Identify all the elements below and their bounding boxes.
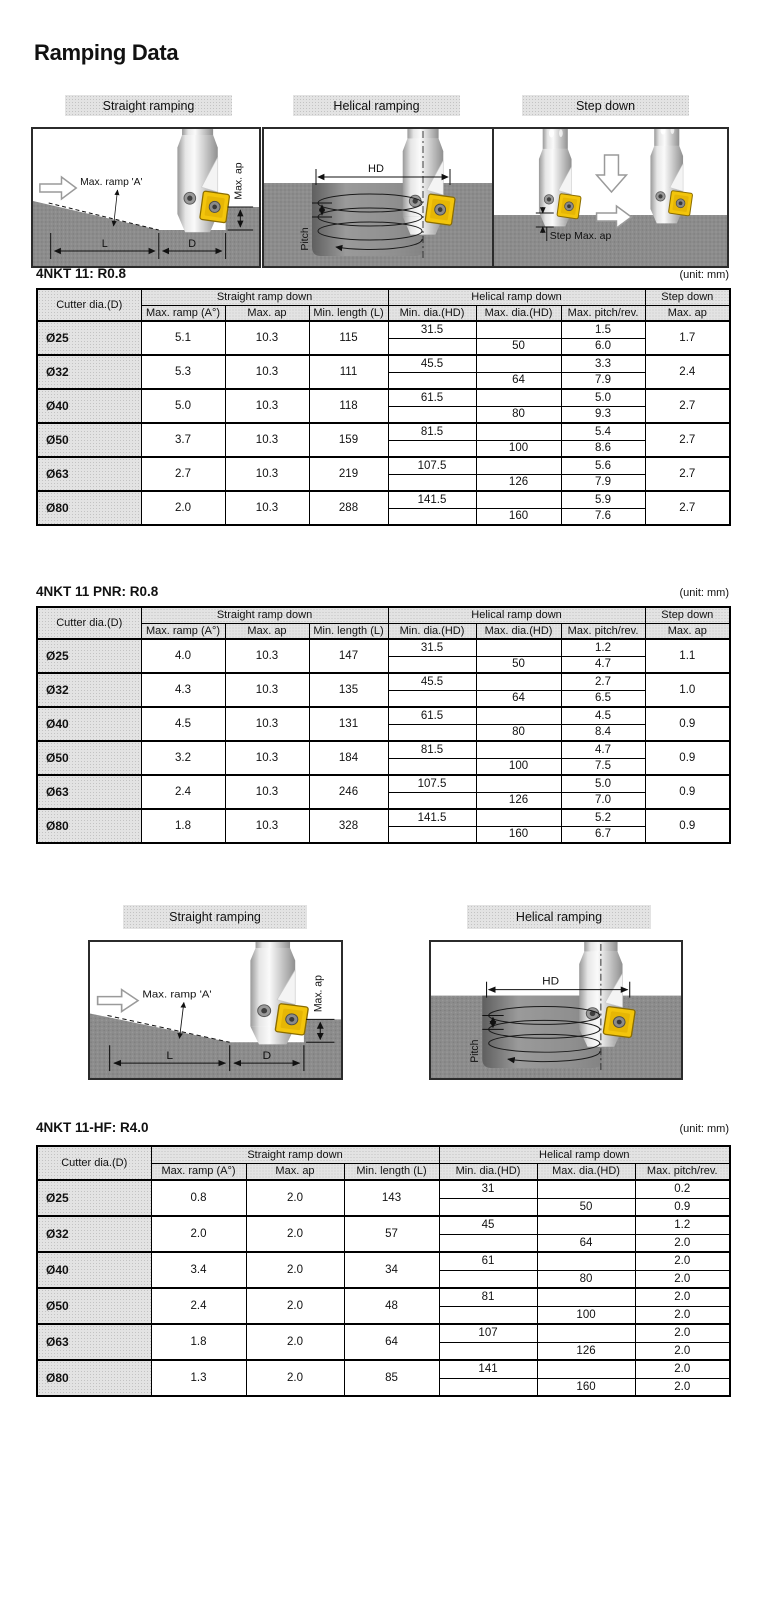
cutter-dia-cell: Ø40 — [37, 389, 141, 423]
helical-ramping-diagram — [262, 127, 500, 268]
diagram-label-text: Straight ramping — [169, 910, 261, 924]
empty-cell — [476, 707, 561, 724]
max-dia-cell: 80 — [537, 1270, 635, 1288]
min-dia-cell: 141.5 — [388, 491, 476, 508]
table-row — [37, 775, 730, 792]
empty-cell — [439, 1378, 537, 1396]
max-ramp-cell: 5.1 — [141, 321, 225, 355]
min-dia-cell: 31.5 — [388, 639, 476, 656]
diagram-label-text: Helical ramping — [333, 98, 420, 113]
max-ap-cell: 10.3 — [225, 355, 309, 389]
ramping-table-4nkt11-hf — [36, 1145, 731, 1397]
table-row — [37, 355, 730, 372]
max-ramp-cell: 2.4 — [151, 1288, 246, 1324]
pitch-cell: 1.2 — [635, 1216, 730, 1234]
step-ap-cell: 2.7 — [645, 457, 730, 491]
empty-cell — [439, 1270, 537, 1288]
max-ap-cell: 10.3 — [225, 423, 309, 457]
max-ramp-cell: 1.3 — [151, 1360, 246, 1396]
cutter-dia-cell: Ø25 — [37, 321, 141, 355]
empty-cell — [476, 457, 561, 474]
min-dia-cell: 141 — [439, 1360, 537, 1378]
label-max-ap: Max. ap — [311, 975, 325, 1013]
label-hd: HD — [368, 163, 384, 175]
step-ap-cell: 1.7 — [645, 321, 730, 355]
empty-cell — [476, 389, 561, 406]
col-header-step-max-ap: Max. ap — [645, 305, 730, 321]
label-hd: HD — [542, 976, 560, 988]
min-length-cell: 184 — [309, 741, 388, 775]
col-group-straight: Straight ramp down — [141, 289, 388, 305]
cutter-dia-cell: Ø25 — [37, 639, 141, 673]
label-max-ap: Max. ap — [233, 162, 245, 200]
max-dia-cell: 64 — [476, 690, 561, 707]
max-ramp-cell: 5.3 — [141, 355, 225, 389]
table-row — [37, 1216, 730, 1234]
table-row — [37, 491, 730, 508]
min-length-cell: 143 — [344, 1180, 439, 1216]
step-ap-cell: 0.9 — [645, 707, 730, 741]
min-dia-cell: 61.5 — [388, 707, 476, 724]
diagram-label-text: Helical ramping — [515, 910, 603, 924]
step-ap-cell: 2.7 — [645, 389, 730, 423]
empty-cell — [439, 1234, 537, 1252]
max-ramp-cell: 3.7 — [141, 423, 225, 457]
col-header-min-length: Min. length (L) — [309, 623, 388, 639]
max-ramp-cell: 4.3 — [141, 673, 225, 707]
cutter-dia-cell: Ø63 — [37, 457, 141, 491]
min-dia-cell: 61.5 — [388, 389, 476, 406]
pitch-cell: 7.6 — [561, 508, 645, 525]
max-ap-cell: 10.3 — [225, 639, 309, 673]
empty-cell — [537, 1288, 635, 1306]
min-length-cell: 288 — [309, 491, 388, 525]
step-ap-cell: 0.9 — [645, 775, 730, 809]
straight-ramping-diagram-hf — [88, 940, 343, 1080]
min-dia-cell: 45.5 — [388, 673, 476, 690]
min-dia-cell: 61 — [439, 1252, 537, 1270]
min-length-cell: 48 — [344, 1288, 439, 1324]
diagram-label-text: Straight ramping — [102, 98, 195, 113]
empty-cell — [388, 656, 476, 673]
pitch-cell: 2.0 — [635, 1234, 730, 1252]
label-D: D — [262, 1050, 272, 1062]
step-ap-cell: 2.4 — [645, 355, 730, 389]
table-3-header-row — [36, 1120, 729, 1135]
max-ramp-cell: 4.0 — [141, 639, 225, 673]
empty-cell — [537, 1252, 635, 1270]
cutter-dia-cell: Ø80 — [37, 491, 141, 525]
pitch-cell: 6.5 — [561, 690, 645, 707]
min-length-cell: 135 — [309, 673, 388, 707]
max-ap-cell: 2.0 — [246, 1180, 344, 1216]
max-ap-cell: 2.0 — [246, 1252, 344, 1288]
col-header-cutter-dia: Cutter dia.(D) — [37, 1146, 151, 1180]
col-group-helical: Helical ramp down — [388, 607, 645, 623]
max-ramp-cell: 1.8 — [151, 1324, 246, 1360]
empty-cell — [476, 355, 561, 372]
empty-cell — [388, 440, 476, 457]
max-ramp-cell: 2.0 — [141, 491, 225, 525]
max-ap-cell: 10.3 — [225, 707, 309, 741]
max-dia-cell: 50 — [476, 656, 561, 673]
col-header-min-dia: Min. dia.(HD) — [388, 623, 476, 639]
max-ap-cell: 2.0 — [246, 1216, 344, 1252]
pitch-cell: 5.4 — [561, 423, 645, 440]
empty-cell — [476, 639, 561, 656]
empty-cell — [476, 809, 561, 826]
min-dia-cell: 141.5 — [388, 809, 476, 826]
max-dia-cell: 126 — [537, 1342, 635, 1360]
empty-cell — [388, 406, 476, 423]
min-dia-cell: 31 — [439, 1180, 537, 1198]
pitch-cell: 7.9 — [561, 372, 645, 389]
diagram-label-straight — [65, 95, 232, 116]
table-row — [37, 639, 730, 656]
cutter-dia-cell: Ø25 — [37, 1180, 151, 1216]
max-dia-cell: 160 — [537, 1378, 635, 1396]
table-row — [37, 741, 730, 758]
max-dia-cell: 126 — [476, 474, 561, 491]
empty-cell — [476, 491, 561, 508]
cutter-dia-cell: Ø80 — [37, 1360, 151, 1396]
pitch-cell: 8.6 — [561, 440, 645, 457]
cutter-dia-cell: Ø50 — [37, 1288, 151, 1324]
table-3-title: 4NKT 11-HF: R4.0 — [36, 1120, 149, 1135]
col-group-straight: Straight ramp down — [151, 1146, 439, 1163]
max-ap-cell: 10.3 — [225, 389, 309, 423]
empty-cell — [388, 508, 476, 525]
max-ap-cell: 10.3 — [225, 775, 309, 809]
min-length-cell: 147 — [309, 639, 388, 673]
diagram-label-helical-mid — [467, 905, 651, 929]
label-max-ramp: Max. ramp 'A' — [142, 989, 212, 1001]
min-length-cell: 118 — [309, 389, 388, 423]
cutter-dia-cell: Ø32 — [37, 673, 141, 707]
label-pitch: Pitch — [299, 227, 311, 251]
label-step-max-ap: Step Max. ap — [549, 230, 612, 243]
min-length-cell: 85 — [344, 1360, 439, 1396]
max-ramp-cell: 2.0 — [151, 1216, 246, 1252]
max-ramp-cell: 3.2 — [141, 741, 225, 775]
cutter-dia-cell: Ø63 — [37, 775, 141, 809]
ramping-table-4nkt11-pnr — [36, 606, 731, 844]
table-row — [37, 389, 730, 406]
empty-cell — [537, 1324, 635, 1342]
min-length-cell: 111 — [309, 355, 388, 389]
pitch-cell: 4.7 — [561, 741, 645, 758]
pitch-cell: 0.2 — [635, 1180, 730, 1198]
table-1-title: 4NKT 11: R0.8 — [36, 266, 127, 281]
min-length-cell: 131 — [309, 707, 388, 741]
empty-cell — [476, 423, 561, 440]
max-dia-cell: 64 — [476, 372, 561, 389]
cutter-dia-cell: Ø32 — [37, 1216, 151, 1252]
min-length-cell: 34 — [344, 1252, 439, 1288]
table-row — [37, 1252, 730, 1270]
table-row — [37, 809, 730, 826]
pitch-cell: 2.0 — [635, 1342, 730, 1360]
pitch-cell: 2.7 — [561, 673, 645, 690]
empty-cell — [476, 321, 561, 338]
diagram-label-helical — [293, 95, 460, 116]
max-ap-cell: 2.0 — [246, 1288, 344, 1324]
pitch-cell: 7.5 — [561, 758, 645, 775]
col-header-min-length: Min. length (L) — [344, 1163, 439, 1180]
col-header-min-dia: Min. dia.(HD) — [439, 1163, 537, 1180]
table-1-header-row — [36, 266, 729, 281]
step-ap-cell: 2.7 — [645, 423, 730, 457]
max-ramp-cell: 4.5 — [141, 707, 225, 741]
pitch-cell: 8.4 — [561, 724, 645, 741]
empty-cell — [388, 338, 476, 355]
max-ap-cell: 2.0 — [246, 1360, 344, 1396]
table-row — [37, 1324, 730, 1342]
table-2-header-row — [36, 584, 729, 599]
table-row — [37, 1288, 730, 1306]
col-header-step-max-ap: Max. ap — [645, 623, 730, 639]
pitch-cell: 7.9 — [561, 474, 645, 491]
empty-cell — [476, 673, 561, 690]
pitch-cell: 2.0 — [635, 1270, 730, 1288]
table-2-title: 4NKT 11 PNR: R0.8 — [36, 584, 159, 599]
pitch-cell: 3.3 — [561, 355, 645, 372]
table-row — [37, 1360, 730, 1378]
table-row — [37, 707, 730, 724]
step-down-diagram — [492, 127, 729, 268]
cutter-dia-cell: Ø50 — [37, 423, 141, 457]
page-title: Ramping Data — [34, 40, 179, 65]
cutter-dia-cell: Ø63 — [37, 1324, 151, 1360]
max-ap-cell: 10.3 — [225, 321, 309, 355]
cutter-dia-cell: Ø40 — [37, 1252, 151, 1288]
pitch-cell: 6.0 — [561, 338, 645, 355]
col-header-max-ramp: Max. ramp (A°) — [151, 1163, 246, 1180]
empty-cell — [537, 1360, 635, 1378]
pitch-cell: 1.5 — [561, 321, 645, 338]
col-header-max-dia: Max. dia.(HD) — [476, 305, 561, 321]
col-group-straight: Straight ramp down — [141, 607, 388, 623]
max-ramp-cell: 3.4 — [151, 1252, 246, 1288]
max-ramp-cell: 1.8 — [141, 809, 225, 843]
col-header-max-ap: Max. ap — [225, 623, 309, 639]
helical-ramping-diagram-hf — [429, 940, 683, 1080]
cutter-dia-cell: Ø40 — [37, 707, 141, 741]
empty-cell — [388, 474, 476, 491]
pitch-cell: 4.5 — [561, 707, 645, 724]
label-L: L — [166, 1050, 174, 1062]
pitch-cell: 2.0 — [635, 1360, 730, 1378]
pitch-cell: 5.6 — [561, 457, 645, 474]
table-2-unit: (unit: mm) — [679, 587, 729, 599]
pitch-cell: 6.7 — [561, 826, 645, 843]
col-header-max-pitch: Max. pitch/rev. — [561, 623, 645, 639]
max-dia-cell: 64 — [537, 1234, 635, 1252]
empty-cell — [388, 792, 476, 809]
step-ap-cell: 0.9 — [645, 741, 730, 775]
col-header-min-length: Min. length (L) — [309, 305, 388, 321]
col-header-max-ap: Max. ap — [225, 305, 309, 321]
step-ap-cell: 2.7 — [645, 491, 730, 525]
max-ap-cell: 10.3 — [225, 457, 309, 491]
table-row — [37, 1180, 730, 1198]
label-D: D — [188, 237, 197, 251]
empty-cell — [388, 372, 476, 389]
cutter-dia-cell: Ø32 — [37, 355, 141, 389]
col-header-max-pitch: Max. pitch/rev. — [561, 305, 645, 321]
step-ap-cell: 0.9 — [645, 809, 730, 843]
empty-cell — [388, 724, 476, 741]
col-header-max-ramp: Max. ramp (A°) — [141, 623, 225, 639]
min-dia-cell: 81.5 — [388, 741, 476, 758]
max-ramp-cell: 0.8 — [151, 1180, 246, 1216]
max-dia-cell: 80 — [476, 724, 561, 741]
min-length-cell: 57 — [344, 1216, 439, 1252]
empty-cell — [439, 1342, 537, 1360]
pitch-cell: 5.2 — [561, 809, 645, 826]
col-header-cutter-dia: Cutter dia.(D) — [37, 289, 141, 321]
cutter-dia-cell: Ø80 — [37, 809, 141, 843]
max-dia-cell: 100 — [476, 758, 561, 775]
pitch-cell: 4.7 — [561, 656, 645, 673]
pitch-cell: 5.9 — [561, 491, 645, 508]
min-dia-cell: 81 — [439, 1288, 537, 1306]
max-ramp-cell: 5.0 — [141, 389, 225, 423]
max-ramp-cell: 2.4 — [141, 775, 225, 809]
max-ap-cell: 10.3 — [225, 809, 309, 843]
min-length-cell: 64 — [344, 1324, 439, 1360]
label-L: L — [101, 237, 108, 251]
min-dia-cell: 31.5 — [388, 321, 476, 338]
step-ap-cell: 1.1 — [645, 639, 730, 673]
max-dia-cell: 100 — [476, 440, 561, 457]
col-group-helical: Helical ramp down — [439, 1146, 730, 1163]
max-ap-cell: 10.3 — [225, 673, 309, 707]
empty-cell — [388, 826, 476, 843]
col-header-min-dia: Min. dia.(HD) — [388, 305, 476, 321]
min-length-cell: 328 — [309, 809, 388, 843]
max-dia-cell: 50 — [476, 338, 561, 355]
pitch-cell: 2.0 — [635, 1252, 730, 1270]
label-pitch: Pitch — [468, 1039, 482, 1063]
pitch-cell: 2.0 — [635, 1378, 730, 1396]
diagram-label-text: Step down — [575, 98, 636, 113]
min-dia-cell: 107.5 — [388, 457, 476, 474]
max-dia-cell: 126 — [476, 792, 561, 809]
min-length-cell: 219 — [309, 457, 388, 491]
pitch-cell: 0.9 — [635, 1198, 730, 1216]
label-max-ramp: Max. ramp 'A' — [80, 176, 143, 189]
pitch-cell: 5.0 — [561, 775, 645, 792]
empty-cell — [439, 1198, 537, 1216]
pitch-cell: 2.0 — [635, 1288, 730, 1306]
col-header-max-ramp: Max. ramp (A°) — [141, 305, 225, 321]
col-header-max-dia: Max. dia.(HD) — [537, 1163, 635, 1180]
max-dia-cell: 50 — [537, 1198, 635, 1216]
col-group-step: Step down — [645, 607, 730, 623]
min-length-cell: 115 — [309, 321, 388, 355]
col-header-max-dia: Max. dia.(HD) — [476, 623, 561, 639]
min-dia-cell: 81.5 — [388, 423, 476, 440]
max-ap-cell: 10.3 — [225, 741, 309, 775]
empty-cell — [388, 690, 476, 707]
col-header-max-ap: Max. ap — [246, 1163, 344, 1180]
max-ap-cell: 10.3 — [225, 491, 309, 525]
max-ap-cell: 2.0 — [246, 1324, 344, 1360]
pitch-cell: 2.0 — [635, 1324, 730, 1342]
table-row — [37, 321, 730, 338]
diagram-label-step — [522, 95, 689, 116]
min-dia-cell: 45.5 — [388, 355, 476, 372]
empty-cell — [476, 775, 561, 792]
col-group-step: Step down — [645, 289, 730, 305]
col-group-helical: Helical ramp down — [388, 289, 645, 305]
empty-cell — [537, 1180, 635, 1198]
min-length-cell: 159 — [309, 423, 388, 457]
max-dia-cell: 100 — [537, 1306, 635, 1324]
step-ap-cell: 1.0 — [645, 673, 730, 707]
table-row — [37, 423, 730, 440]
ramping-table-4nkt11 — [36, 288, 731, 526]
table-3-unit: (unit: mm) — [679, 1123, 729, 1135]
cutter-dia-cell: Ø50 — [37, 741, 141, 775]
table-1-unit: (unit: mm) — [679, 269, 729, 281]
min-dia-cell: 107.5 — [388, 775, 476, 792]
max-dia-cell: 80 — [476, 406, 561, 423]
col-header-max-pitch: Max. pitch/rev. — [635, 1163, 730, 1180]
pitch-cell: 5.0 — [561, 389, 645, 406]
max-dia-cell: 160 — [476, 826, 561, 843]
pitch-cell: 2.0 — [635, 1306, 730, 1324]
empty-cell — [476, 741, 561, 758]
empty-cell — [439, 1306, 537, 1324]
table-row — [37, 457, 730, 474]
min-dia-cell: 107 — [439, 1324, 537, 1342]
min-dia-cell: 45 — [439, 1216, 537, 1234]
empty-cell — [388, 758, 476, 775]
max-ramp-cell: 2.7 — [141, 457, 225, 491]
straight-ramping-diagram — [31, 127, 261, 268]
max-dia-cell: 160 — [476, 508, 561, 525]
col-header-cutter-dia: Cutter dia.(D) — [37, 607, 141, 639]
pitch-cell: 1.2 — [561, 639, 645, 656]
pitch-cell: 7.0 — [561, 792, 645, 809]
min-length-cell: 246 — [309, 775, 388, 809]
empty-cell — [537, 1216, 635, 1234]
table-row — [37, 673, 730, 690]
diagram-label-straight-mid — [123, 905, 307, 929]
pitch-cell: 9.3 — [561, 406, 645, 423]
